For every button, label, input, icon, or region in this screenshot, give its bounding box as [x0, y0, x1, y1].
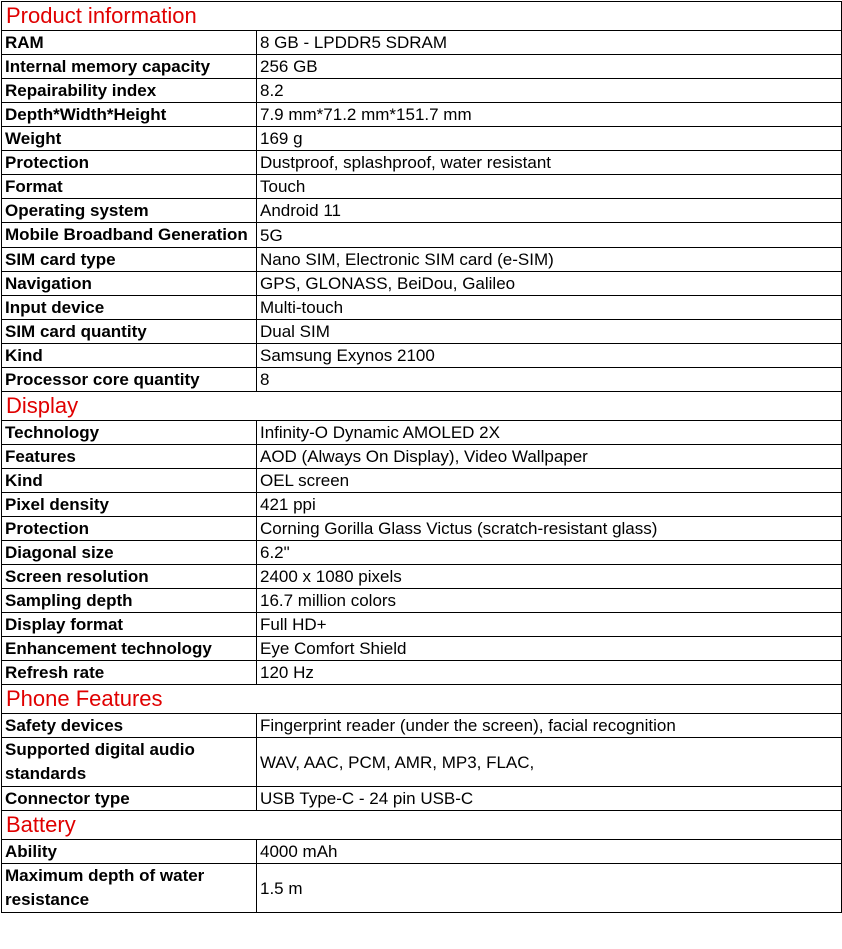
spec-label: Operating system: [2, 199, 257, 223]
spec-row: [2, 840, 842, 864]
spec-label: Depth*Width*Height: [2, 103, 257, 127]
spec-label: Screen resolution: [2, 565, 257, 589]
spec-label: Kind: [2, 344, 257, 368]
spec-row: [2, 738, 842, 787]
spec-label: SIM card quantity: [2, 320, 257, 344]
spec-label: Sampling depth: [2, 589, 257, 613]
spec-value: 4000 mAh: [257, 840, 842, 864]
spec-row: [2, 445, 842, 469]
spec-label: Diagonal size: [2, 541, 257, 565]
spec-row: [2, 223, 842, 248]
spec-row: [2, 637, 842, 661]
spec-row: [2, 714, 842, 738]
spec-value: WAV, AAC, PCM, AMR, MP3, FLAC,: [257, 738, 842, 787]
spec-label: Enhancement technology: [2, 637, 257, 661]
spec-label: Mobile Broadband Generation: [2, 223, 257, 248]
spec-value: Multi-touch: [257, 296, 842, 320]
spec-label: RAM: [2, 31, 257, 55]
spec-label: Refresh rate: [2, 661, 257, 685]
spec-value: Samsung Exynos 2100: [257, 344, 842, 368]
spec-row: [2, 79, 842, 103]
spec-row: [2, 296, 842, 320]
spec-label: Format: [2, 175, 257, 199]
spec-value: 6.2": [257, 541, 842, 565]
spec-value: Dual SIM: [257, 320, 842, 344]
spec-value: 8.2: [257, 79, 842, 103]
section-title: Phone Features: [2, 685, 842, 714]
spec-value: 256 GB: [257, 55, 842, 79]
spec-label: Maximum depth of water resistance: [2, 864, 257, 913]
spec-value: Android 11: [257, 199, 842, 223]
spec-value: USB Type-C - 24 pin USB-C: [257, 787, 842, 811]
spec-row: [2, 517, 842, 541]
spec-row: [2, 493, 842, 517]
spec-row: [2, 127, 842, 151]
spec-row: [2, 541, 842, 565]
section-header: [2, 811, 842, 840]
spec-value: 2400 x 1080 pixels: [257, 565, 842, 589]
spec-row: [2, 864, 842, 913]
spec-label: Protection: [2, 517, 257, 541]
spec-row: [2, 469, 842, 493]
spec-row: [2, 368, 842, 392]
spec-value: 169 g: [257, 127, 842, 151]
spec-value: 8: [257, 368, 842, 392]
spec-value: AOD (Always On Display), Video Wallpaper: [257, 445, 842, 469]
spec-value: Infinity-O Dynamic AMOLED 2X: [257, 421, 842, 445]
spec-value: Eye Comfort Shield: [257, 637, 842, 661]
spec-row: [2, 151, 842, 175]
section-title: Battery: [2, 811, 842, 840]
spec-label: Protection: [2, 151, 257, 175]
spec-row: [2, 787, 842, 811]
spec-label: Internal memory capacity: [2, 55, 257, 79]
spec-value: 5G: [257, 223, 842, 248]
spec-row: [2, 565, 842, 589]
spec-value: 16.7 million colors: [257, 589, 842, 613]
spec-row: [2, 175, 842, 199]
spec-row: [2, 320, 842, 344]
spec-label: Ability: [2, 840, 257, 864]
spec-label: Technology: [2, 421, 257, 445]
spec-table: [1, 1, 842, 913]
spec-row: [2, 248, 842, 272]
spec-label: Navigation: [2, 272, 257, 296]
spec-label: Supported digital audio standards: [2, 738, 257, 787]
spec-label: Weight: [2, 127, 257, 151]
spec-row: [2, 613, 842, 637]
spec-value: OEL screen: [257, 469, 842, 493]
spec-value: GPS, GLONASS, BeiDou, Galileo: [257, 272, 842, 296]
spec-value: 421 ppi: [257, 493, 842, 517]
spec-row: [2, 421, 842, 445]
section-header: [2, 2, 842, 31]
spec-value: Dustproof, splashproof, water resistant: [257, 151, 842, 175]
spec-value: 120 Hz: [257, 661, 842, 685]
spec-row: [2, 103, 842, 127]
spec-value: Touch: [257, 175, 842, 199]
section-title: Product information: [2, 2, 842, 31]
spec-label: Features: [2, 445, 257, 469]
section-header: [2, 685, 842, 714]
spec-row: [2, 272, 842, 296]
spec-row: [2, 589, 842, 613]
spec-value: Full HD+: [257, 613, 842, 637]
spec-value: 7.9 mm*71.2 mm*151.7 mm: [257, 103, 842, 127]
spec-value: Corning Gorilla Glass Victus (scratch-resistant glass): [257, 517, 842, 541]
spec-row: [2, 199, 842, 223]
spec-value: 1.5 m: [257, 864, 842, 913]
spec-row: [2, 55, 842, 79]
spec-value: 8 GB - LPDDR5 SDRAM: [257, 31, 842, 55]
spec-label: Processor core quantity: [2, 368, 257, 392]
section-title: Display: [2, 392, 842, 421]
spec-row: [2, 661, 842, 685]
spec-label: Input device: [2, 296, 257, 320]
section-header: [2, 392, 842, 421]
spec-label: Pixel density: [2, 493, 257, 517]
spec-label: SIM card type: [2, 248, 257, 272]
spec-label: Connector type: [2, 787, 257, 811]
spec-value: Nano SIM, Electronic SIM card (e-SIM): [257, 248, 842, 272]
spec-row: [2, 31, 842, 55]
spec-label: Repairability index: [2, 79, 257, 103]
spec-value: Fingerprint reader (under the screen), facial recognition: [257, 714, 842, 738]
spec-row: [2, 344, 842, 368]
spec-label: Kind: [2, 469, 257, 493]
spec-label: Display format: [2, 613, 257, 637]
spec-label: Safety devices: [2, 714, 257, 738]
